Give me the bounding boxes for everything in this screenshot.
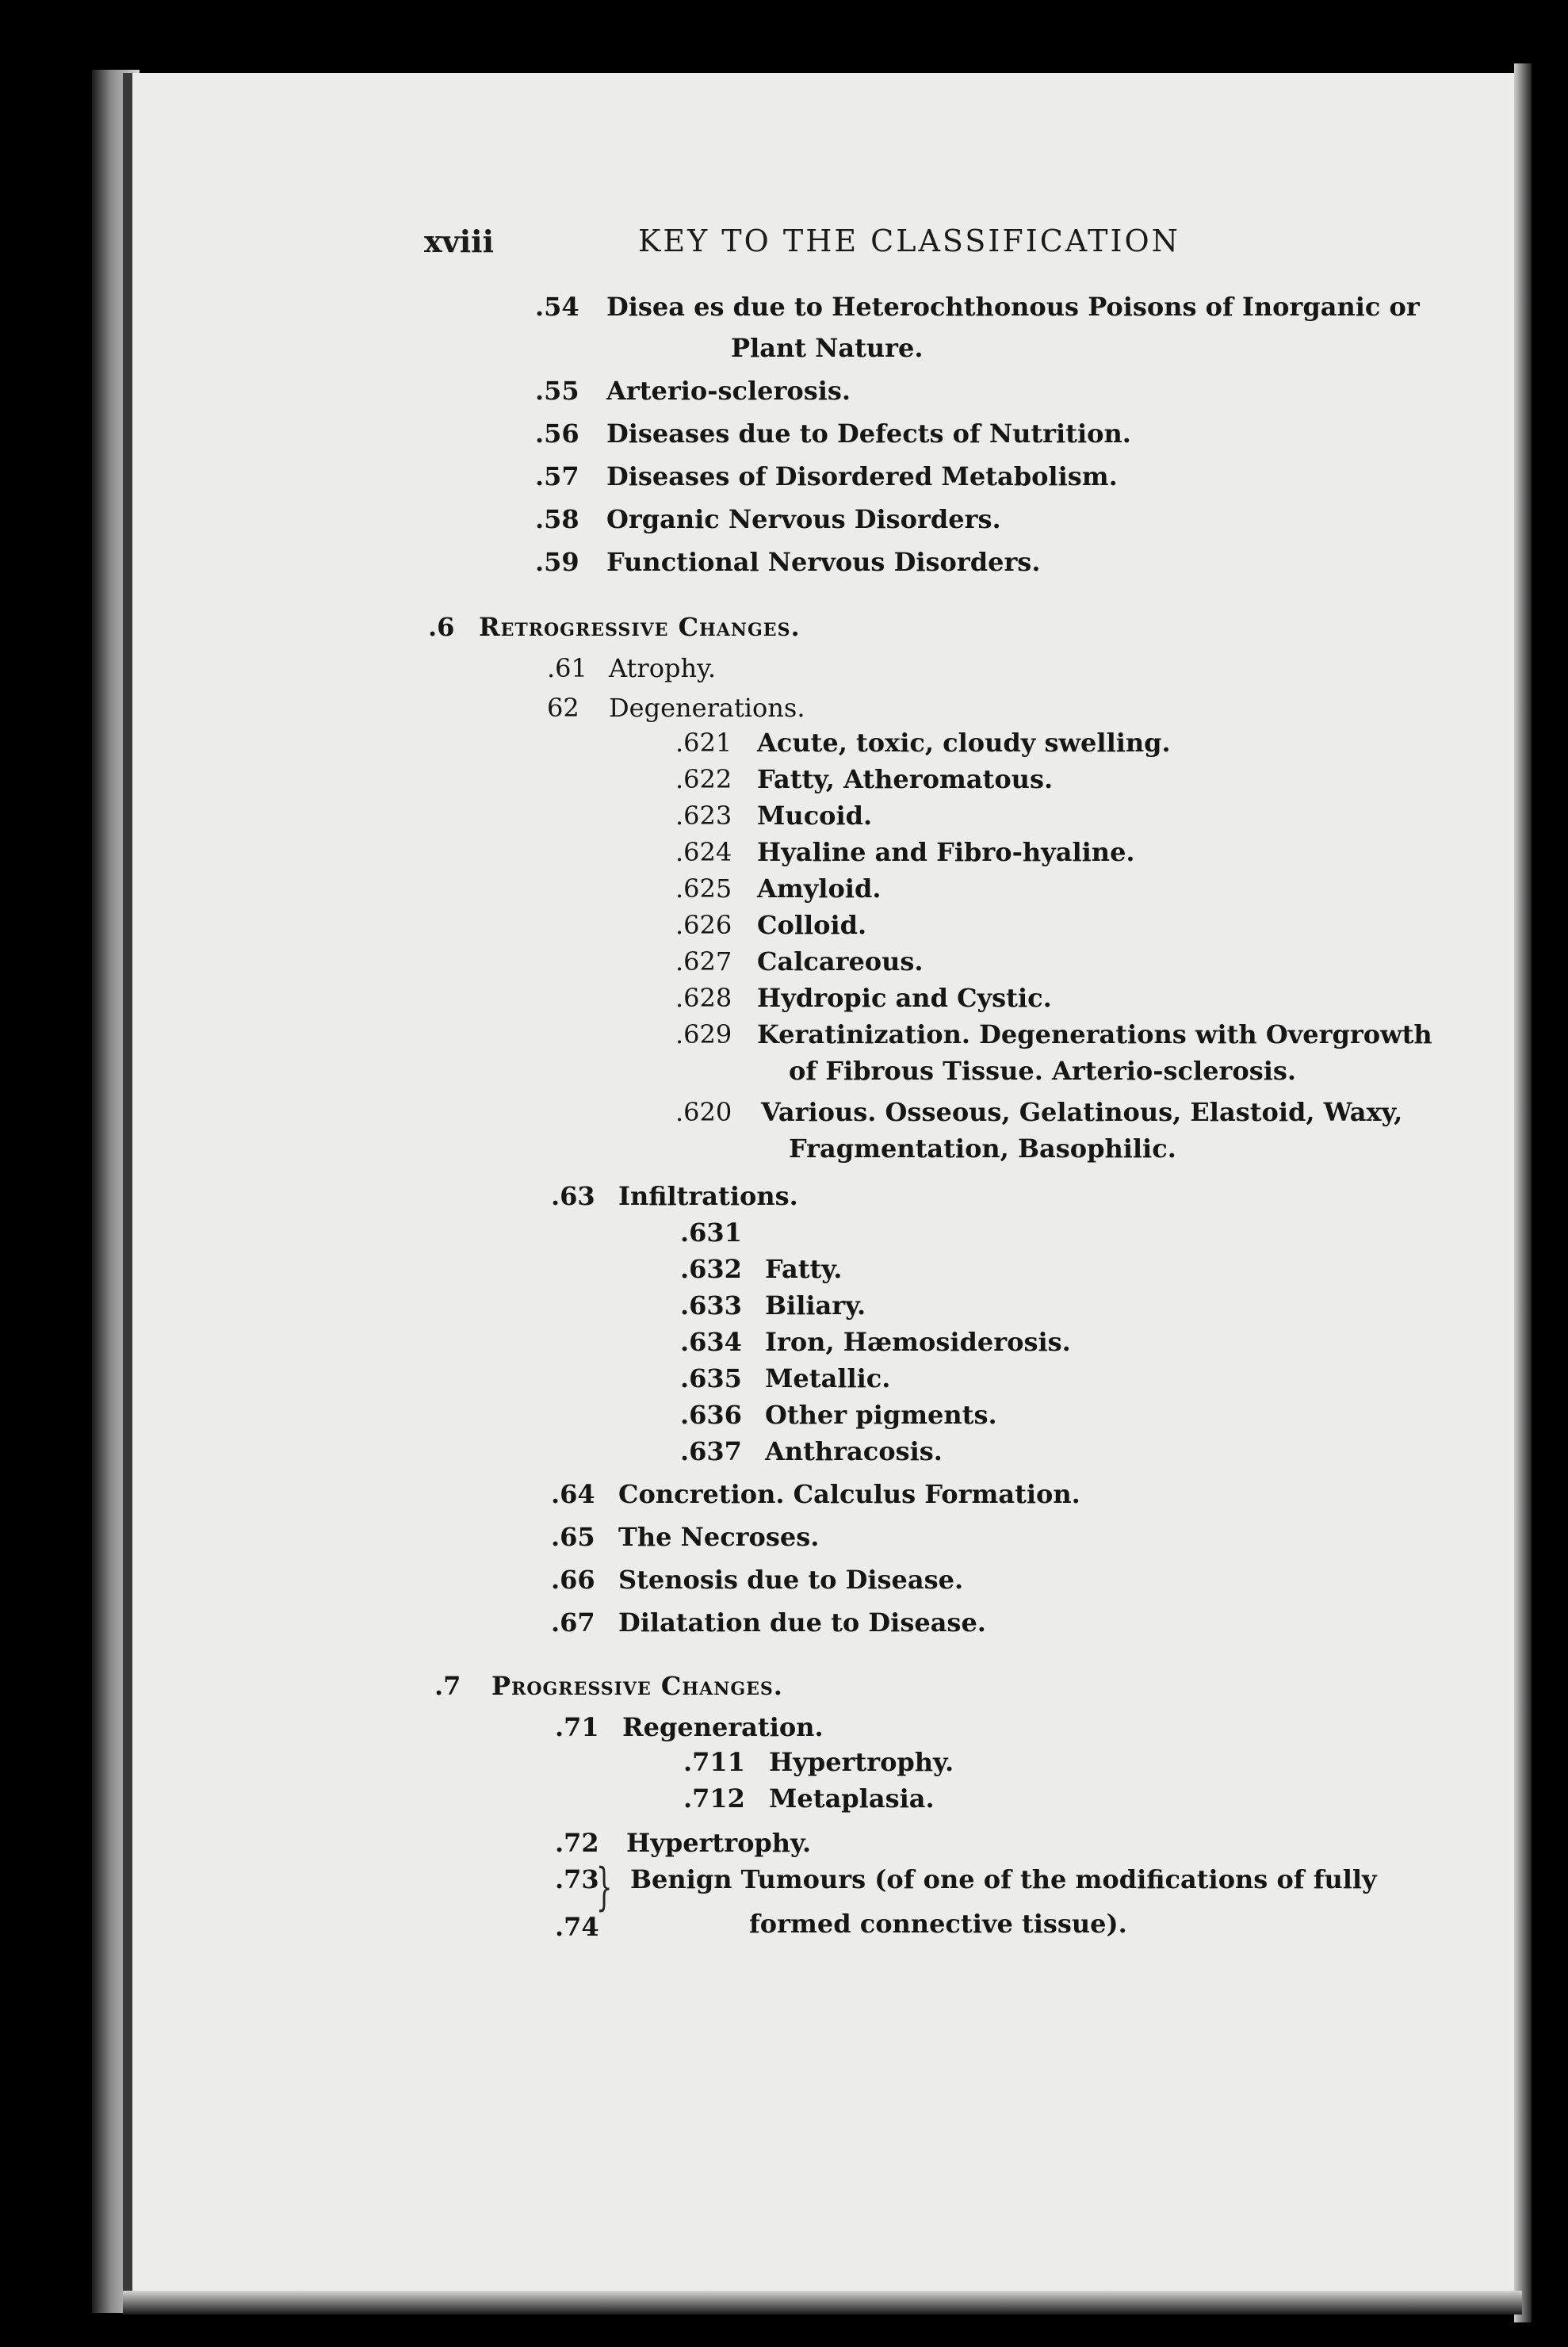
entry-code: .63 [551, 1181, 595, 1211]
entry-code: .54 [535, 292, 579, 322]
entry-code: .59 [535, 547, 579, 577]
entry-code: .72 [555, 1828, 599, 1858]
section-heading: Progressive Changes. [491, 1671, 783, 1701]
section-heading: Retrogressive Changes. [479, 612, 801, 642]
entry-code: .74 [555, 1912, 599, 1942]
subentry-code: .620 [675, 1097, 732, 1127]
subentry-label: Hydropic and Cystic. [757, 983, 1052, 1013]
page-bottom-edge [123, 2291, 1522, 2315]
entry-code: .66 [551, 1565, 595, 1595]
entry-label-continuation: Plant Nature. [731, 333, 924, 363]
entry-code: .65 [551, 1522, 595, 1552]
entry-label: Concretion. Calculus Formation. [618, 1479, 1080, 1509]
subentry-label: Hyaline and Fibro-hyaline. [757, 837, 1135, 867]
subentry-label: Fatty. [765, 1254, 843, 1284]
page-right-edge [1514, 63, 1532, 2322]
subentry-code: .623 [675, 801, 732, 831]
subentry-code: .629 [675, 1019, 732, 1049]
entry-label: Infiltrations. [618, 1181, 798, 1211]
page-sheet [123, 73, 1522, 2308]
subentry-label-continuation: of Fibrous Tissue. Arterio-sclerosis. [789, 1056, 1297, 1086]
subentry-label: Acute, toxic, cloudy swelling. [757, 728, 1171, 758]
subentry-label: Mucoid. [757, 801, 873, 831]
subentry-code: .621 [675, 728, 732, 758]
subentry-label: Various. Osseous, Gelatinous, Elastoid, Waxy, [761, 1097, 1403, 1127]
subentry-code: .624 [675, 837, 732, 867]
subentry-label: Iron, Hæmosiderosis. [765, 1327, 1071, 1357]
subentry-label: Biliary. [765, 1290, 866, 1321]
subentry-code: .626 [675, 910, 732, 940]
subentry-label: Amyloid. [757, 873, 882, 904]
entry-label: Atrophy. [609, 653, 717, 683]
subentry-label: Other pigments. [765, 1400, 997, 1430]
entry-code: .61 [547, 653, 587, 683]
entry-label: Stenosis due to Disease. [618, 1565, 964, 1595]
subentry-code: .631 [680, 1217, 742, 1248]
subentry-code: .634 [680, 1327, 742, 1357]
entry-label: The Necroses. [618, 1522, 820, 1552]
entry-code: .56 [535, 419, 579, 449]
entry-code: .64 [551, 1479, 595, 1509]
entry-code: .55 [535, 376, 579, 406]
subentry-code: .711 [683, 1747, 745, 1777]
subentry-label: Anthracosis. [765, 1436, 943, 1466]
subentry-label: Keratinization. Degenerations with Overgrowth [757, 1019, 1432, 1049]
subentry-code: .627 [675, 946, 732, 977]
subentry-label: Metallic. [765, 1363, 891, 1393]
subentry-code: .636 [680, 1400, 742, 1430]
subentry-label: Calcareous. [757, 946, 924, 977]
subentry-label-continuation: Fragmentation, Basophilic. [789, 1133, 1176, 1164]
entry-label: Organic Nervous Disorders. [606, 504, 1001, 534]
page-title: KEY TO THE CLASSIFICATION [638, 224, 1180, 258]
subentry-code: .628 [675, 983, 732, 1013]
entry-code: .58 [535, 504, 579, 534]
subentry-code: .622 [675, 764, 732, 794]
running-head [424, 224, 1486, 271]
entry-label: Benign Tumours (of one of the modifications of fully [630, 1864, 1377, 1894]
entry-code: .57 [535, 461, 579, 491]
entry-label: Arterio-sclerosis. [606, 376, 851, 406]
subentry-label: Hypertrophy. [769, 1747, 954, 1777]
subentry-code: .712 [683, 1783, 745, 1814]
entry-code: .73 [555, 1864, 599, 1894]
entry-code: .71 [555, 1712, 599, 1742]
entry-label: Dilatation due to Disease. [618, 1607, 986, 1638]
subentry-code: .635 [680, 1363, 742, 1393]
subentry-label: Metaplasia. [769, 1783, 935, 1814]
section-code: .7 [434, 1671, 461, 1701]
entry-code: .67 [551, 1607, 595, 1638]
entry-label: Disea es due to Heterochthonous Poisons of Inorganic or [606, 292, 1420, 322]
subentry-label: Fatty, Atheromatous. [757, 764, 1054, 794]
subentry-code: .632 [680, 1254, 742, 1284]
subentry-code: .633 [680, 1290, 742, 1321]
entry-label: Diseases due to Defects of Nutrition. [606, 419, 1131, 449]
entry-code: 62 [547, 693, 579, 723]
entry-label: Functional Nervous Disorders. [606, 547, 1041, 577]
entry-label: Diseases of Disordered Metabolism. [606, 461, 1118, 491]
section-code: .6 [428, 612, 455, 642]
subentry-code: .625 [675, 873, 732, 904]
entry-label: Hypertrophy. [626, 1828, 812, 1858]
brace-glyph: } [596, 1858, 613, 1917]
page-number: xviii [424, 224, 495, 259]
subentry-label: Colloid. [757, 910, 867, 940]
entry-label: formed connective tissue). [749, 1909, 1127, 1939]
subentry-code: .637 [680, 1436, 742, 1466]
entry-label: Regeneration. [622, 1712, 824, 1742]
entry-label: Degenerations. [609, 693, 805, 723]
